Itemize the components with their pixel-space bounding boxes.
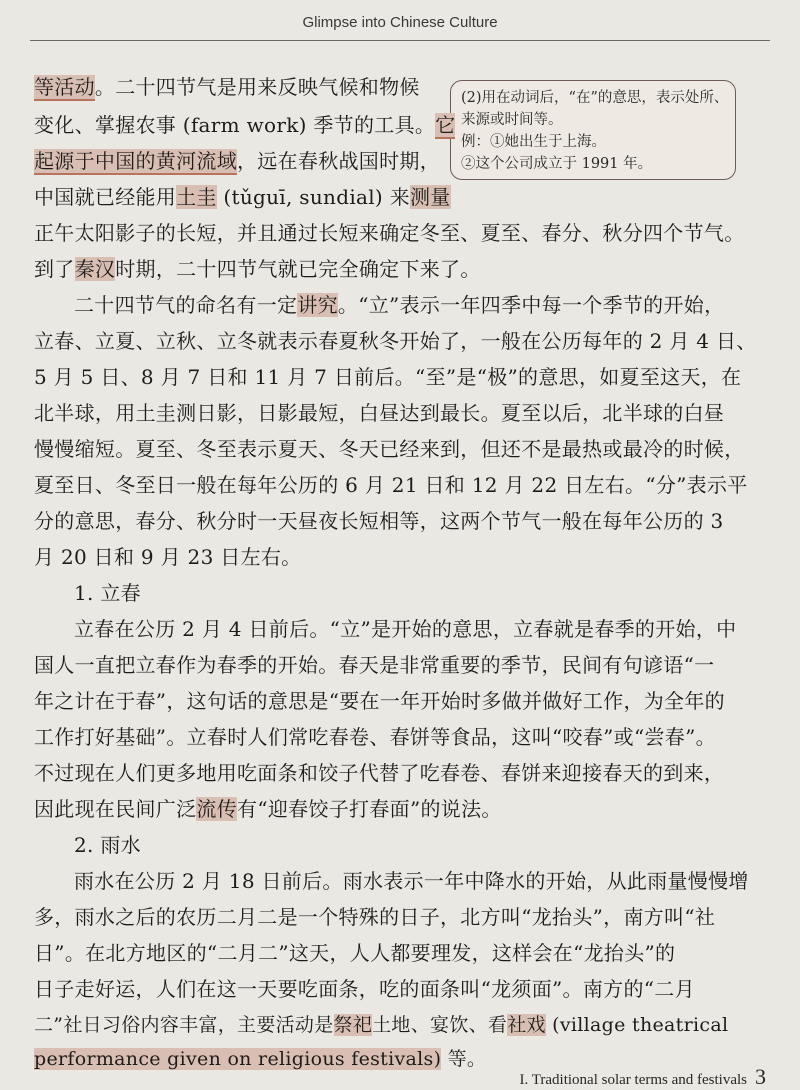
text-line: 中国就已经能用土圭 (tǔguī, sundial) 来测量 [34,185,451,209]
text-line: 日”。在北方地区的“二月二”这天，人人都要理发，这样会在“龙抬头”的 [34,941,676,965]
callout-line: 例：①她出生于上海。 [461,134,606,150]
highlighted-term: 流传 [196,797,238,821]
text-line: 不过现在人们更多地用吃面条和饺子代替了吃春卷、春饼来迎接春天的到来， [34,761,725,785]
text-line: 变化、掌握农事 (farm work) 季节的工具。它 [34,113,456,137]
text-line: 5 月 5 日、8 月 7 日和 11 月 7 日前后。“至”是“极”的意思，如夏至这天，在 [34,365,742,389]
text-line: 月 20 日和 9 月 23 日左右。 [34,545,302,569]
callout-line: 来源或时间等。 [461,112,563,128]
text-line: 多，雨水之后的农历二月二是一个特殊的日子，北方叫“龙抬头”，南方叫“社 [34,905,716,929]
text-line: 起源于中国的黄河流域，远在春秋战国时期， [34,149,440,173]
highlighted-term: 测量 [410,185,451,209]
highlighted-phrase: performance given on religious festivals) [34,1048,442,1070]
highlighted-term: 讲究 [297,293,338,317]
text-line: 国人一直把立春作为春季的开始。春天是非常重要的季节，民间有句谚语“一 [34,653,715,677]
text-line: 年之计在于春”，这句话的意思是“要在一年开始时多做并做好工作，为全年的 [34,689,725,713]
text-line: performance given on religious festivals) 等。 [34,1048,487,1070]
highlighted-term: 等活动 [34,75,95,99]
text-line: 慢慢缩短。夏至、冬至表示夏天、冬天已经来到，但还不是最热或最冷的时候， [34,437,745,461]
callout-line: ②这个公司成立于 1991 年。 [461,156,653,172]
footer-section: I. Traditional solar terms and festivals [519,1072,747,1088]
text-line: 立春、立夏、立秋、立冬就表示春夏秋冬开始了，一般在公历每年的 2 月 4 日、 [34,329,757,353]
text-line: 正午太阳影子的长短，并且通过长短来确定冬至、夏至、春分、秋分四个节气。 [34,221,745,245]
text-line: 分的意思，春分、秋分时一天昼夜长短相等，这两个节气一般在每年公历的 3 [34,509,724,533]
text-line: 日子走好运，人们在这一天要吃面条，吃的面条叫“龙须面”。南方的“二月 [34,977,695,1001]
text-line: 等活动。二十四节气是用来反映气候和物候 [34,75,420,99]
page-number: 3 [755,1064,766,1089]
text-line: 立春在公历 2 月 4 日前后。“立”是开始的意思，立春就是春季的开始，中 [74,617,737,641]
section-heading: 2. 雨水 [74,833,141,857]
highlighted-term: 祭祀 [333,1014,373,1036]
highlighted-term: 秦汉 [74,257,116,281]
text-line: 二”社日习俗内容丰富，主要活动是祭祀土地、宴饮、看社戏 (village theatrical [34,1014,729,1036]
text-line: 雨水在公历 2 月 18 日前后。雨水表示一年中降水的开始，从此雨量慢慢增 [74,869,749,893]
text-line: 夏至日、冬至日一般在每年公历的 6 月 21 日和 12 月 22 日左右。“分”表示平 [34,473,748,497]
highlighted-term: 社戏 [507,1014,546,1036]
header-rule [30,40,770,41]
callout-line: (2)用在动词后，“在”的意思，表示处所、 [461,90,729,106]
text-line: 北半球，用土圭测日影，日影最短，白昼达到最长。夏至以后，北半球的白昼 [34,401,725,425]
running-footer [520,1064,766,1090]
vocab-note-callout [450,80,736,180]
text-line: 因此现在民间广泛流传有“迎春饺子打春面”的说法。 [34,797,502,821]
text-line: 二十四节气的命名有一定讲究。“立”表示一年四季中每一个季节的开始， [74,293,725,317]
text-line: 到了秦汉时期，二十四节气就已完全确定下来了。 [34,257,481,281]
highlighted-term: 它 [435,113,456,137]
highlighted-term: 土圭 [176,185,217,209]
header-title: Glimpse into Chinese Culture [302,14,498,31]
text-line: 工作打好基础”。立春时人们常吃春卷、春饼等食品，这叫“咬春”或“尝春”。 [34,725,716,749]
section-heading: 1. 立春 [74,581,141,605]
highlighted-phrase: 起源于中国的黄河流域 [34,149,237,173]
